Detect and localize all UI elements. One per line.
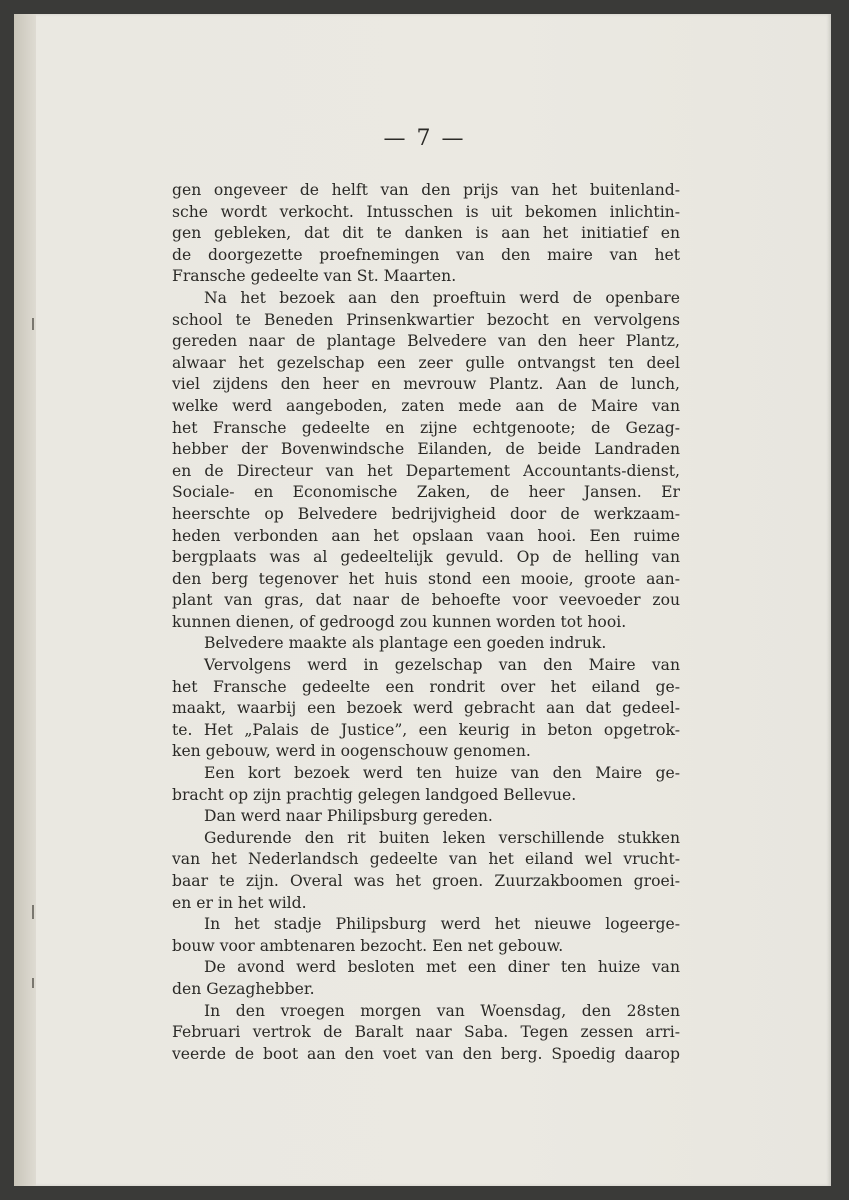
- text-line: gen gebleken, dat dit te danken is aan het initiatief en: [172, 224, 680, 243]
- text-line: den berg tegenover het huis stond een mooie, groote aan-: [172, 569, 680, 588]
- text-line: heden verbonden aan het opslaan vaan hooi. Een ruime: [172, 526, 680, 545]
- text-line: plant van gras, dat naar de behoefte voor veevoeder zou: [172, 591, 680, 610]
- page-number: — 7 —: [383, 126, 466, 151]
- text-line: Een kort bezoek werd ten huize van den Maire ge-: [204, 764, 680, 783]
- text-line: bouw voor ambtenaren bezocht. Een net gebouw.: [172, 936, 564, 955]
- text-line: Gedurende den rit buiten leken verschillende stukken: [204, 828, 680, 847]
- margin-mark: [32, 318, 34, 330]
- text-line: school te Beneden Prinsenkwartier bezocht en vervolgens: [172, 310, 680, 329]
- text-line: ken gebouw, werd in oogenschouw genomen.: [172, 742, 531, 761]
- text-line: welke werd aangeboden, zaten mede aan de Maire van: [172, 396, 680, 415]
- text-line: veerde de boot aan den voet van den berg. Spoedig daarop: [172, 1044, 680, 1063]
- text-line: In het stadje Philipsburg werd het nieuwe logeerge-: [204, 915, 680, 934]
- text-line: den Gezaghebber.: [172, 979, 315, 998]
- text-line: maakt, waarbij een bezoek werd gebracht aan dat gedeel-: [172, 699, 680, 718]
- text-line: en er in het wild.: [172, 893, 307, 912]
- text-line: en de Directeur van het Departement Accountants-dienst,: [172, 461, 680, 480]
- text-line: Februari vertrok de Baralt naar Saba. Tegen zessen arri-: [172, 1023, 680, 1042]
- text-line: het Fransche gedeelte een rondrit over het eiland ge-: [172, 677, 680, 696]
- text-line: In den vroegen morgen van Woensdag, den 28sten: [204, 1001, 680, 1020]
- text-line: Fransche gedeelte van St. Maarten.: [172, 267, 457, 286]
- text-line: hebber der Bovenwindsche Eilanden, de beide Landraden: [172, 440, 680, 459]
- text-line: gen ongeveer de helft van den prijs van het buitenland-: [172, 181, 680, 199]
- text-line: heerschte op Belvedere bedrijvigheid door de werkzaam-: [172, 504, 680, 523]
- text-line: Sociale- en Economische Zaken, de heer Jansen. Er: [172, 483, 680, 502]
- margin-mark: [32, 905, 34, 919]
- text-line: te. Het „Palais de Justice”, een keurig in beton opgetrok-: [172, 720, 680, 739]
- page-binding-edge: [14, 14, 36, 1186]
- text-line: kunnen dienen, of gedroogd zou kunnen worden tot hooi.: [172, 612, 627, 631]
- text-line: Vervolgens werd in gezelschap van den Maire van: [204, 656, 680, 675]
- text-line: De avond werd besloten met een diner ten huize van: [204, 958, 680, 977]
- text-line: alwaar het gezelschap een zeer gulle ontvangst ten deel: [172, 353, 680, 372]
- text-line: Belvedere maakte als plantage een goeden indruk.: [204, 634, 607, 653]
- text-line: bergplaats was al gedeeltelijk gevuld. Op de helling van: [172, 548, 680, 567]
- body-text: [172, 180, 680, 1065]
- text-line: bracht op zijn prachtig gelegen landgoed Bellevue.: [172, 785, 577, 804]
- margin-mark: [32, 978, 34, 988]
- text-line: viel zijdens den heer en mevrouw Plantz. Aan de lunch,: [172, 375, 680, 394]
- text-line: sche wordt verkocht. Intusschen is uit bekomen inlichtin-: [172, 202, 680, 221]
- text-line: Na het bezoek aan den proeftuin werd de openbare: [204, 288, 680, 307]
- text-line: baar te zijn. Overal was het groen. Zuurzakboomen groei-: [172, 872, 680, 890]
- text-line: Dan werd naar Philipsburg gereden.: [204, 807, 493, 826]
- text-line: van het Nederlandsch gedeelte van het eiland wel vrucht-: [172, 850, 680, 869]
- text-line: het Fransche gedeelte en zijne echtgenoote; de Gezag-: [172, 418, 680, 437]
- text-line: de doorgezette proefnemingen van den maire van het: [172, 245, 680, 264]
- text-line: gereden naar de plantage Belvedere van den heer Plantz,: [172, 332, 680, 351]
